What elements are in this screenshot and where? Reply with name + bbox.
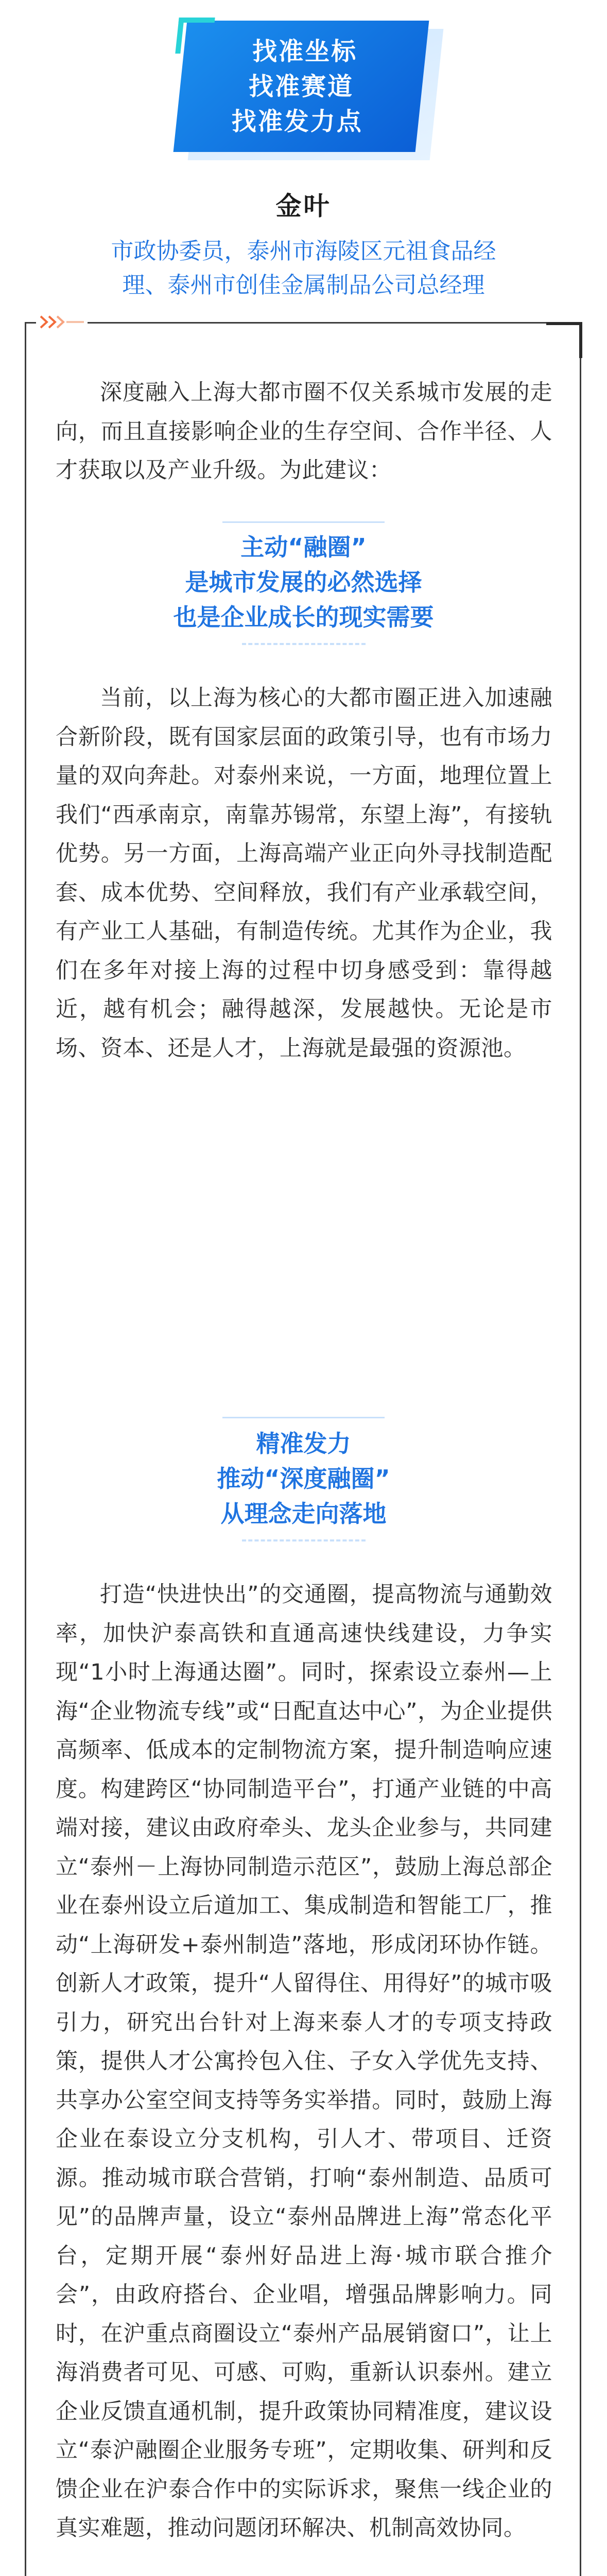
frame-corner-bracket — [546, 322, 582, 358]
section1-bottom-rule — [242, 643, 366, 645]
header-banner — [180, 21, 432, 157]
section1-heading — [0, 530, 607, 635]
section2-bottom-rule — [242, 1539, 366, 1541]
author-title — [41, 234, 566, 302]
section2-top-rule — [222, 1417, 385, 1418]
banner-line-1: 找准坐标 — [252, 37, 358, 66]
banner-line-2: 找准赛道 — [248, 72, 354, 101]
banner-corner-accent — [175, 18, 215, 54]
section1-heading-line-3: 也是企业成长的现实需要 — [173, 603, 434, 631]
section1-top-rule — [222, 521, 385, 523]
section2-heading-line-1: 精准发力 — [256, 1430, 351, 1458]
section1-paragraph: 当前，以上海为核心的大都市圈正进入加速融合新阶段，既有国家层面的政策引导，也有市场力量的双向奔赴。对泰州来说，一方面，地理位置上我们“西承南京，南靠苏锡常，东望上海”，有接轨优势。另一方面，上海高端产业正向外寻找制造配套、成本优势、空间释放，我们有产业承载空间，有产业工人基础，有制造传统。尤其作为企业，我们在多年对接上海的过程中切身感受到：靠得越近，越有机会；融得越深，发展越快。无论是市场、资本、还是人才，上海就是最强的资源池。 — [56, 685, 552, 1061]
author-title-line-1: 市政协委员，泰州市海陵区元祖食品经 — [111, 238, 496, 264]
section2-heading-line-2: 推动“深度融圈” — [217, 1465, 390, 1493]
section2-heading — [0, 1426, 607, 1531]
banner-line-3: 找准发力点 — [232, 107, 363, 136]
section1-heading-line-1: 主动“融圈” — [240, 533, 367, 561]
section2-heading-line-3: 从理念走向落地 — [220, 1500, 387, 1528]
author-title-line-2: 理、泰州市创佳金属制品公司总经理 — [122, 272, 485, 298]
intro-paragraph: 深度融入上海大都市圈不仅关系城市发展的走向，而且直接影响企业的生存空间、合作半径、人才获取以及产业升级。为此建议： — [56, 380, 552, 483]
author-name: 金叶 — [275, 191, 332, 221]
chevron-badge-icon — [36, 311, 88, 333]
section1-heading-line-2: 是城市发展的必然选择 — [185, 568, 422, 596]
section2-paragraph: 打造“快进快出”的交通圈，提高物流与通勤效率，加快沪泰高铁和直通高速快线建设，力争实现“1小时上海通达圈”。同时，探索设立泰州—上海“企业物流专线”或“日配直达中心”，为企业提供高频率、低成本的定制物流方案，提升制造响应速度。构建跨区“协同制造平台”，打通产业链的中高端对接，建议由政府牵头、龙头企业参与，共同建立“泰州－上海协同制造示范区”，鼓励上海总部企业在泰州设立后道加工、集成制造和智能工厂，推动“上海研发+泰州制造”落地，形成闭环协作链。创新人才政策，提升“人留得住、用得好”的城市吸引力，研究出台针对上海来泰人才的专项支持政策，提供人才公寓拎包入住、子女入学优先支持、共享办公室空间支持等务实举措。同时，鼓励上海企业在泰设立分支机构，引人才、带项目、迁资源。推动城市联合营销，打响“泰州制造、品质可见”的品牌声量，设立“泰州品牌进上海”常态化平台，定期开展“泰州好品进上海·城市联合推介会”，由政府搭台、企业唱，增强品牌影响力。同时，在沪重点商圈设立“泰州产品展销窗口”，让上海消费者可见、可感、可购，重新认识泰州。建立企业反馈直通机制，提升政策协同精准度，建议设立“泰沪融圈企业服务专班”，定期收集、研判和反馈企业在沪泰合作中的实际诉求，聚焦一线企业的真实难题，推动问题闭环解决、机制高效协同。 — [56, 1582, 552, 2541]
